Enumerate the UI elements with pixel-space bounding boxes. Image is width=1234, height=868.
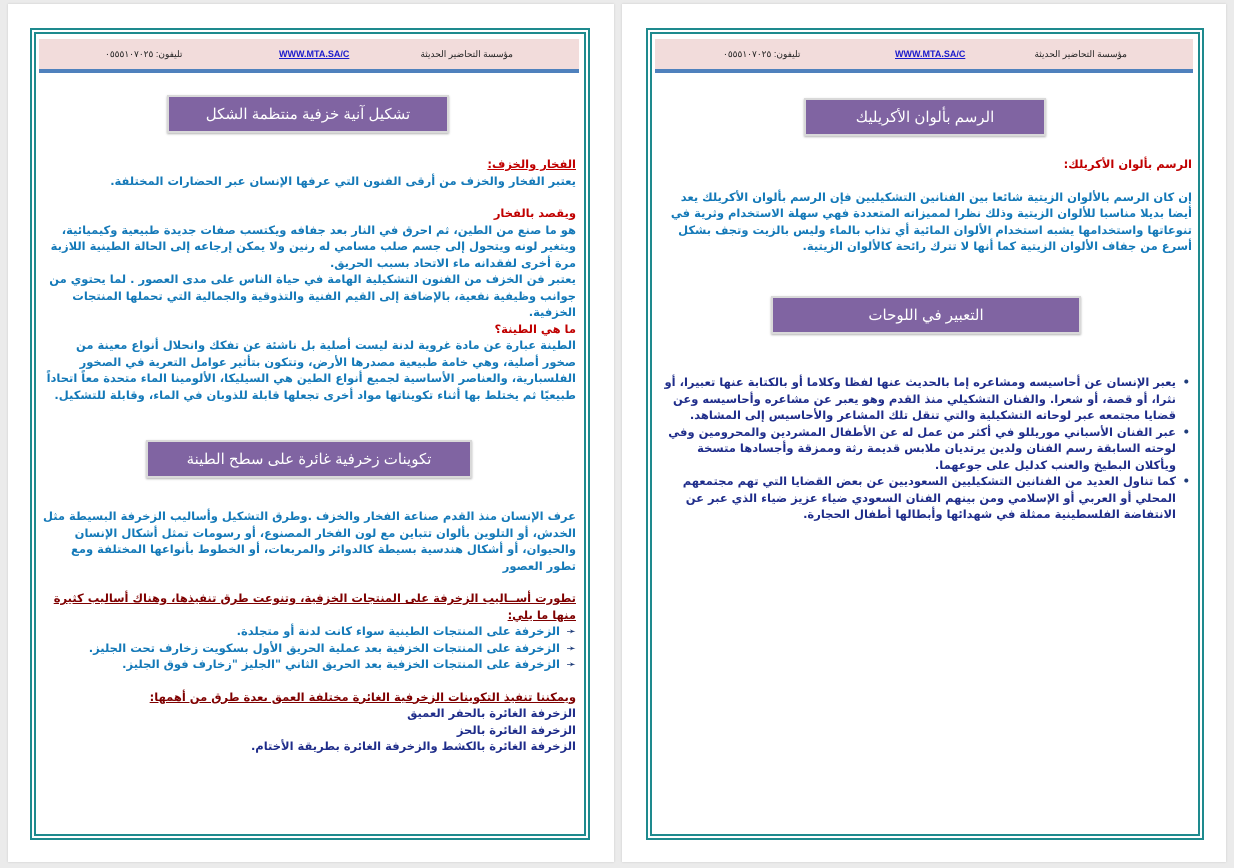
header-website-link[interactable]: WWW.MTA.SA/C bbox=[279, 49, 350, 59]
list-item: ➛ الزخرفة على المنتجات الخزفية بعد الحريق الثاني "الجليز "زخارف فوق الجليز. bbox=[122, 657, 576, 671]
list-item: ➛ الزخرفة على المنتجات الخزفية بعد عملية الحريق الأول بسكويت زخارف تحت الجليز. bbox=[88, 640, 576, 655]
bullet-dot-icon: • bbox=[1182, 375, 1190, 389]
right-body-top bbox=[660, 156, 1192, 255]
page-right bbox=[622, 4, 1226, 862]
section-title-expression: التعبير في اللوحات bbox=[771, 296, 1081, 334]
decoration-styles-list bbox=[42, 623, 576, 673]
header-institution: مؤسسة التحاضير الحديثة bbox=[420, 48, 513, 59]
para-clay: الطينة عبارة عن مادة غروية لدنة ليست أصلية بل ناشئة عن تفكك وانحلال أنواع معينة من صخور أصلية، وهي خامة طبيعية مصدرها الأرض، وتتكون بتأثير عوامل التعرية في الصخور الفلسبارية، والعناصر الأساسية لجميع أنواع الطين هي السيليكا، الألومينا الماء متحدة معاً اتحاداً طبيعيًا ثم يختلط بها أثناء تكويناتها مواد أخرى تجعلها قابلة للذوبان في الماء، وقابلة للتشكيل. bbox=[46, 338, 576, 402]
heading-decoration-styles: تطورت أســاليب الزخرفة على المنتجات الخزفية، وتنوعت طرق تنفيذها، وهناك أساليب كثيرة منها ما يلي: bbox=[53, 591, 576, 622]
page-left bbox=[8, 4, 614, 862]
arrow-bullet-icon: ➛ bbox=[566, 640, 576, 655]
expression-bullets bbox=[660, 374, 1192, 523]
section-title-acrylic: الرسم بألوان الأكريليك bbox=[804, 98, 1046, 136]
para-ceramics: يعتبر فن الخزف من الفنون التشكيلية الهامة في حياة الناس على مدى العصور . لما يحتوي من جوانب وظيفية نفعية، بالإضافة إلى القيم الفنية والتذوقية والجمالية التي تحملها المنتجات الخزفية. bbox=[49, 272, 576, 319]
header-phone: تليفون: ٠٥٥٥١٠٧٠٢٥ bbox=[105, 48, 183, 59]
heading-acrylic: الرسم بألوان الأكريلك: bbox=[1063, 157, 1192, 171]
header-rule bbox=[39, 69, 579, 73]
left-body-bottom bbox=[42, 508, 576, 755]
method-item: الزخرفة الغائرة بالكشط والزخرفة الغائرة بطريقة الأختام. bbox=[250, 739, 576, 753]
header-institution: مؤسسة التحاضير الحديثة bbox=[1034, 48, 1127, 59]
method-item: الزخرفة الغائرة بالحز bbox=[456, 722, 576, 737]
list-item: • عبر الفنان الأسباني موريللو في أكثر من عمل له عن الأطفال المشردين والمحرومين وفي لوحته السابقة رسم الفنان ولدين يرتديان ملابس قديمة رثة وممزقة وأجسادها متسخة ويأكلان البطيخ والعنب كدليل على جوعهما. bbox=[668, 424, 1190, 472]
section-title-pottery-shaping: تشكيل آنية خزفية منتظمة الشكل bbox=[167, 95, 449, 133]
arrow-bullet-icon: ➛ bbox=[566, 624, 576, 638]
right-body-bottom bbox=[660, 374, 1192, 523]
arrow-bullet-icon: ➛ bbox=[566, 657, 576, 671]
heading-clay: ما هي الطينة؟ bbox=[494, 321, 576, 336]
para-decoration: عرف الإنسان منذ القدم صناعة الفخار والخزف .وطرق التشكيل وأساليب الزخرفة البسيطة مثل الخدش، أو التلوين بألوان تتباين مع لون الفخار المصنوع، أو رسومات تمثل أشكال الإنسان والحيوان، أو أشكال هندسية بسيطة كالدوائر والمربعات، أو الخطوط بأنواعها المختلفة ومع تطور العصور bbox=[42, 509, 576, 573]
method-item: الزخرفة الغائرة بالحفر العميق bbox=[407, 706, 576, 720]
header-rule bbox=[655, 69, 1193, 73]
list-item: • كما تناول العديد من الفنانين التشكيليين السعوديين عن بعض القضايا التي تهم مجتمعهم المحلي أو العربي أو الإسلامي ومن بينهم الفنان السعودي ضياء عزيز ضياء الذي عبر عن الانتفاضة الفلسطينية ممثلة في شهدائها وأبطالها أطفال الحجارة. bbox=[682, 474, 1190, 521]
left-body-top bbox=[42, 156, 576, 403]
para-acrylic: إن كان الرسم بالألوان الزيتية شائعا بين الفنانين التشكيليين فإن الرسم بألوان الأكريلك يعد أيضا بديلا مناسبا للألوان الزيتية وذلك نظرا لمميزاته المتعددة فهي سهلة الاستخدام وثرية في تنوعاتها واستخدامها يشبه استخدام الألوان المائية أي تذاب بالماء وليس بالزيت وتجف بشكل أسرع من جفاف الألوان الزيتية كما أنها لا تترك رائحة كالألوان الزيتية. bbox=[670, 189, 1192, 253]
heading-pottery: الفخار والخزف: bbox=[487, 157, 576, 171]
page-header bbox=[655, 39, 1193, 69]
list-item: • يعبر الإنسان عن أحاسيسه ومشاعره إما بالحديث عنها لفظا وكلاما أو بالكتابة عنها تعبيرا، أو نثرا، أو قصة، أو شعرا. والفنان التشكيلي منذ القدم وهو يعبر عن مشاعره وأحاسيسه وعن قضايا مجتمعه عبر لوحاته التشكيلية والتي تنقل تلك المشاعر والأحاسيس إلى المشاهد. bbox=[664, 375, 1190, 422]
bullet-dot-icon: • bbox=[1182, 474, 1190, 488]
para-pottery: يعتبر الفخار والخزف من أرقى الفنون التي عرفها الإنسان عبر الحضارات المختلفة. bbox=[110, 173, 576, 188]
header-phone: تليفون: ٠٥٥٥١٠٧٠٢٥ bbox=[723, 48, 801, 59]
heading-pottery-definition: ويقصد بالفخار bbox=[493, 206, 576, 220]
heading-engraving-methods: ويمكننا تنفيذ التكوينات الزخرفية الغائرة مختلفة العمق بعدة طرق من أهمها: bbox=[149, 689, 576, 704]
section-title-engraved-decoration: تكوينات زخرفية غائرة على سطح الطينة bbox=[146, 440, 472, 478]
page-header bbox=[39, 39, 579, 69]
list-item: ➛ الزخرفة على المنتجات الطينية سواء كانت لدنة أو متجلدة. bbox=[236, 624, 576, 638]
header-website-link[interactable]: WWW.MTA.SA/C bbox=[895, 49, 966, 59]
para-pottery-definition: هو ما صنع من الطين، ثم احرق في النار بعد جفافه ويكتسب صفات جديدة طبيعية وكيميائية، ويتغير لونه ويتحول إلى جسم صلب مسامي له رنين ولا يمكن إرجاعه إلى الحالة الطينية اللازبة مرة أخرى لفقدانه ماء الاتحاد بسبب الحريق. bbox=[50, 222, 576, 270]
bullet-dot-icon: • bbox=[1182, 424, 1190, 439]
